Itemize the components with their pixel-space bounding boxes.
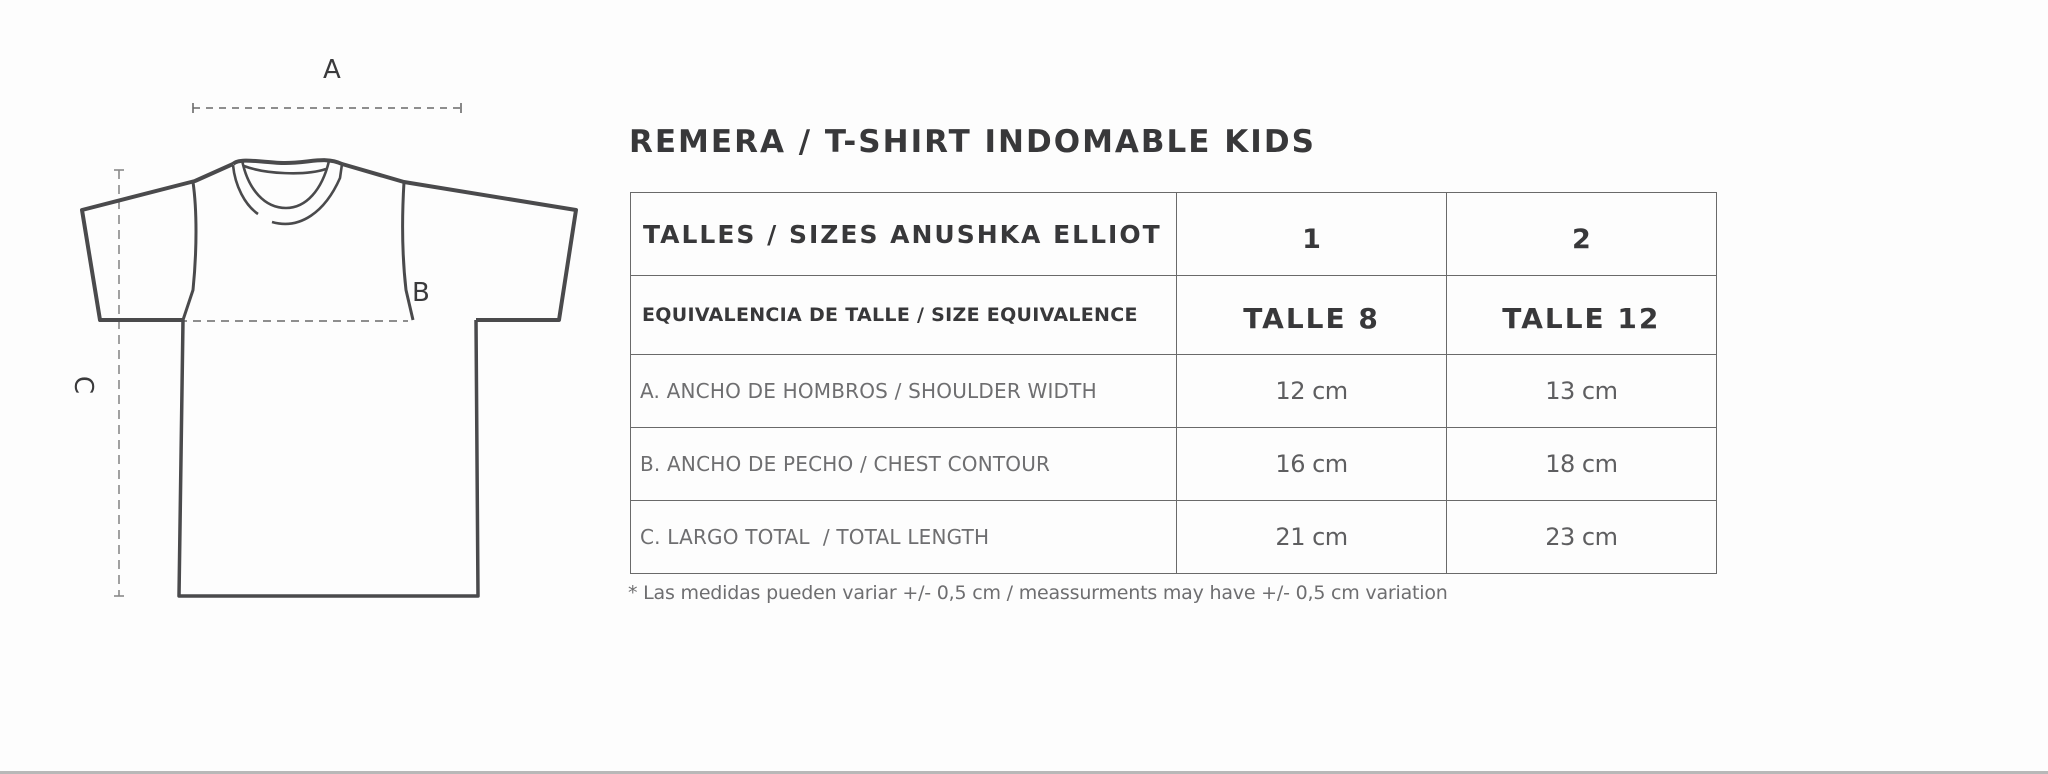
measure-value: 16 cm	[1177, 428, 1446, 501]
equivalence-value-2: TALLE 12	[1446, 276, 1716, 355]
measure-label-chest: B. ANCHO DE PECHO / CHEST CONTOUR	[631, 428, 1177, 501]
tshirt-diagram	[0, 0, 600, 620]
table-header-row	[631, 193, 1717, 276]
size-header-2: 2	[1446, 193, 1716, 276]
dimension-label-b: B	[412, 278, 430, 308]
size-chart-table	[630, 192, 1717, 574]
measure-value: 21 cm	[1177, 501, 1446, 574]
table-row	[631, 355, 1717, 428]
measure-value: 12 cm	[1177, 355, 1446, 428]
measure-label-length: C. LARGO TOTAL / TOTAL LENGTH	[631, 501, 1177, 574]
equivalence-label: EQUIVALENCIA DE TALLE / SIZE EQUIVALENCE	[631, 276, 1177, 355]
page-title: REMERA / T-SHIRT INDOMABLE KIDS	[629, 124, 1316, 160]
measure-value: 13 cm	[1446, 355, 1716, 428]
dimension-label-c: C	[68, 375, 99, 395]
table-row	[631, 428, 1717, 501]
dimension-label-a: A	[323, 55, 341, 85]
measurement-variation-note: * Las medidas pueden variar +/- 0,5 cm / meassurments may have +/- 0,5 cm variation	[628, 582, 1448, 604]
tshirt-outline-icon	[0, 0, 600, 620]
measure-value: 23 cm	[1446, 501, 1716, 574]
equivalence-row	[631, 276, 1717, 355]
measure-value: 18 cm	[1446, 428, 1716, 501]
table-row	[631, 501, 1717, 574]
size-header-1: 1	[1177, 193, 1446, 276]
equivalence-value-1: TALLE 8	[1177, 276, 1446, 355]
measure-label-shoulder: A. ANCHO DE HOMBROS / SHOULDER WIDTH	[631, 355, 1177, 428]
sizes-header-label: TALLES / SIZES ANUSHKA ELLIOT	[631, 193, 1177, 276]
